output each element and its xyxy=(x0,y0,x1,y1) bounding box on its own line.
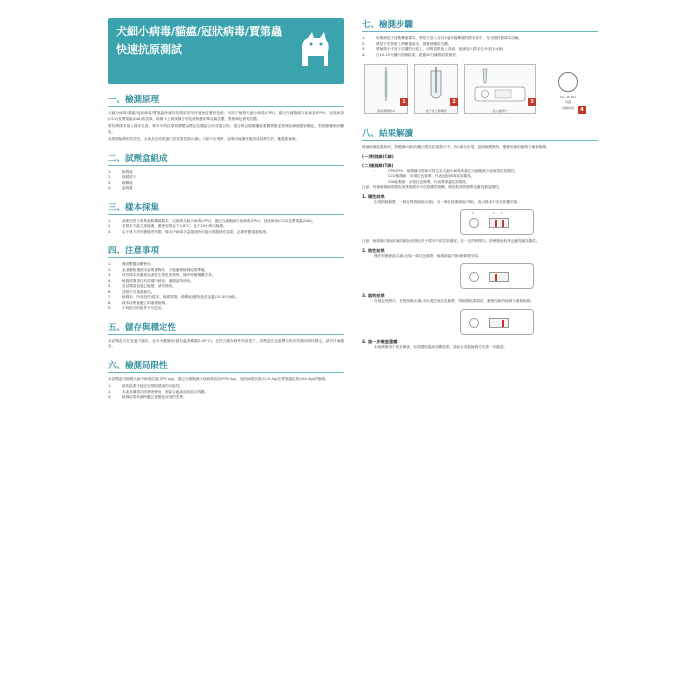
step-1-caption: 採集糞便樣本 xyxy=(376,109,395,113)
section-procedure-title: 七、檢測步驟 xyxy=(362,18,598,32)
invalid-title: 3. 無效結果 xyxy=(362,293,385,298)
procedure-illustration xyxy=(362,64,598,118)
step-2-image xyxy=(414,64,458,114)
sample-well xyxy=(469,218,479,228)
kit-item: 1. 檢測盒 xyxy=(108,169,133,174)
test-line xyxy=(502,320,504,327)
title-line2: 快速抗原測試 xyxy=(116,43,182,56)
procedure-item: 3. 將檢測卡平放于清潔的台面上，用吸管吸取上清液，逐滴加入樣本孔中(約3-4滴)。 xyxy=(362,47,507,51)
principle-para-3: 為保證檢測的有效性，本產品在結果窗口設有質控線(C線)。C線不出現時，說明可能操作錯誤或試劑失效，應重新檢測。 xyxy=(108,137,300,141)
note-item: 2. 必須嚴格遵照本說明書操作，才能確保檢測結果準確。 xyxy=(108,267,209,272)
invalid-cassette xyxy=(460,309,534,335)
principle-para-1: 犬細小病毒/貓瘟/冠狀病毒/賈第蟲快速抗原測試采用快速免疫層析技術，可用于檢測犬細小病毒(CPV)、貓泛白細胞減少症病毒(FPV)、冠狀病毒(CCV)及賈第蟲(GIA)的抗原。檢測卡上測試線分別包被相應的單克隆抗體，對照線包被兔抗體。 xyxy=(108,111,344,121)
right-column xyxy=(362,18,598,688)
kit-item: 4. 說明書 xyxy=(108,186,133,190)
title-banner xyxy=(108,18,344,84)
section-limits-title: 六、檢測局限性 xyxy=(108,359,344,373)
section-results-title: 八、結果解讀 xyxy=(362,127,598,141)
note-item: 6. 試劑不可重複使用。 xyxy=(108,289,155,294)
control-line xyxy=(495,220,497,227)
limit-item: 1. 陰性結果不能完全排除感染的可能性。 xyxy=(108,384,184,388)
label-s: S xyxy=(472,211,474,215)
leaflet-page xyxy=(108,18,598,688)
positive-cassette xyxy=(460,209,534,235)
positive-note: 注意：檢測線(T線)區域的顏色深淺取決于樣本中的抗原濃度。在一定的時間內，即使顏色較淺也應判讀為陽性。 xyxy=(362,239,540,243)
results-note: 注意：每條檢測線的顏色深淺與樣本中抗原濃度相關，顏色較淺的條帶也應判讀為陽性。 xyxy=(362,185,503,189)
note-item: 1. 僅供獸醫診斷使用 xyxy=(108,262,151,266)
sample-item: 2. 若樣本不能立即檢測，應密封保存于2-8°C，並于24小時內檢測。 xyxy=(108,224,227,228)
sample-well xyxy=(469,318,479,328)
procedure-item: 2. 將拭子在管壁上擠壓後取出，靜置使顆粒沉澱。 xyxy=(362,41,452,46)
left-column xyxy=(108,18,344,688)
step-1-badge: 1 xyxy=(400,98,408,106)
section-principle-title: 一、檢測原理 xyxy=(108,93,344,107)
kit-item: 3. 稀釋液 xyxy=(108,180,133,185)
limit-item: 2. 本產品僅供初步篩查使用，需結合臨床症狀綜合判斷。 xyxy=(108,389,209,394)
invalid-text: 在規定時間內，若對照線(C線)未出現任何紅色條帶，則檢測結果無效，應使用新的檢測卡重新檢測。 xyxy=(374,299,534,303)
control-line-subtitle: (一)對照線(C線) xyxy=(362,153,394,159)
note-item: 7. 檢測前，所有組件(樣本、檢測試劑、稀釋液)應恢復至室溫(15-30分鐘)。 xyxy=(108,295,239,299)
sample-well xyxy=(469,272,479,282)
note-item: 9. 不同批次的組件不可混用。 xyxy=(108,306,166,310)
control-line xyxy=(495,274,497,281)
step-2-badge: 2 xyxy=(450,98,458,106)
test-line xyxy=(502,220,504,227)
timer-label: 10~15 Min xyxy=(559,95,577,99)
dog-cat-logo-icon xyxy=(294,26,336,74)
step-3-image xyxy=(464,64,536,114)
timer-note: 判讀 xyxy=(564,100,571,104)
test-line-item: · GIA檢測線：出現紅色條帶，代表賈第蟲抗原陽性。 xyxy=(374,179,470,184)
step-4-badge: 4 xyxy=(578,106,586,114)
positive-title: 1. 陽性結果 xyxy=(362,193,385,199)
principle-para-2: 將待測樣本加入樣本孔後，樣本中的抗原與膠體金標記抗體結合形成復合物，復合物沿硝酸纖維素膜移動並被測試線捕獲而顯色，對照線應始終顯色。 xyxy=(108,124,344,134)
storage-para: 本試劑盒可在室溫下儲存，也可冷藏儲存(儲存溫度範圍2-30°C)。在符合儲存條件的前提下，試劑盒在包裝標示的有效期內保持穩定，請勿冷凍儲存。 xyxy=(108,338,344,348)
result-window xyxy=(489,218,509,228)
step-1-image xyxy=(364,64,408,114)
title-line1: 犬細小病毒/貓瘟/冠狀病毒/賈第蟲 xyxy=(116,25,283,38)
section-sample-title: 三、樣本採集 xyxy=(108,201,344,215)
procedure-item: 1. 用無菌拭子採集糞便樣本，將拭子放入含有1毫升稀釋液的樣本管中，充分攪拌使樣本溶解。 xyxy=(362,36,523,40)
test-line-item: · CPV/FPV：檢測線出現即可判定為犬細小病毒或貓泛白細胞減少症病毒抗原陽性。 xyxy=(374,168,519,173)
note-item: 4. 檢測試劑須在有效期內使用，過期請勿使用。 xyxy=(108,278,194,283)
note-item: 5. 若試劑袋包裝已破損，請勿使用。 xyxy=(108,284,176,288)
note-item: 8. 樣本採集後應立即處理檢測。 xyxy=(108,300,169,305)
dropper-cassette-icon xyxy=(465,65,535,105)
sample-item: 1. 請使用拭子收集新鮮糞便樣本，以檢測犬細小病毒(CPV)、貓泛白細胞減少症病毒(FPV)、冠狀病毒(CCV)及賈第蟲(GIA)。 xyxy=(108,218,316,223)
step-2-caption: 拭子放入稀釋液 xyxy=(425,109,447,113)
negative-text: 僅在對照線區(C線)出現一條紅色條帶，檢測線區(T線)無條帶出現。 xyxy=(374,253,482,258)
result-window xyxy=(489,318,509,328)
limit-item: 3. 檢測結果判讀時應注意顏色深淺的差異。 xyxy=(108,395,187,399)
test-line-item: · CCV檢測線：出現紅色條帶，代表冠狀病毒抗原陽性。 xyxy=(374,174,475,178)
step-4-caption: 判讀結果 xyxy=(561,106,574,110)
step-3-caption: 加入檢測卡 xyxy=(492,109,508,113)
positive-text: 出現兩條條帶，一條在對照線區(C線)，另一條在檢測線區(T線)，表示樣本中存在相應抗原。 xyxy=(374,199,521,204)
step-3-badge: 3 xyxy=(528,98,536,106)
note-item: 3. 所有樣本均應視為潛在生物危害物質，操作時應佩戴手套。 xyxy=(108,273,216,277)
further-title: 4. 進一步檢查建議 xyxy=(362,338,398,344)
section-notes-title: 四、注意事項 xyxy=(108,244,344,258)
negative-cassette xyxy=(460,263,534,289)
section-storage-title: 五、儲存與穩定性 xyxy=(108,321,344,335)
sample-item: 3. 由于該方法的靈敏度有限，樣本中病毒含量過低時可能出現假陰性結果，必要時應重複檢測。 xyxy=(108,229,270,234)
negative-title: 2. 陰性結果 xyxy=(362,247,385,253)
test-line-subtitle: (二)檢測線(T線) xyxy=(362,162,394,168)
limits-para: 本試劑盒可檢測犬細小病毒抗原(CPV Ag)、貓泛白細胞減少症病毒抗原(FPV Ag)、冠狀病毒抗原(CCV Ag)及賈第蟲抗原(GIA Ag)的檢測。 xyxy=(108,376,329,381)
result-window xyxy=(489,272,509,282)
kit-item: 2. 採樣拭子 xyxy=(108,175,137,179)
label-c: C xyxy=(493,211,496,215)
further-text: 本檢測僅用于初步篩查，如需獲取臨床診斷結果，請結合其他檢測方法進一步確認。 xyxy=(374,344,507,349)
results-intro: 無論檢測結果如何，對照線(C線)均應出現在結果窗口中。若C線未出現，說明檢測無效，應使用新的檢測卡重新檢測。 xyxy=(362,145,550,149)
label-t: T xyxy=(501,211,503,215)
procedure-item: 4. 在10-15分鐘內判讀結果，超過20分鐘的結果無效。 xyxy=(362,52,460,57)
timer-icon xyxy=(558,72,578,92)
section-kit-title: 二、試劑盒組成 xyxy=(108,152,344,166)
